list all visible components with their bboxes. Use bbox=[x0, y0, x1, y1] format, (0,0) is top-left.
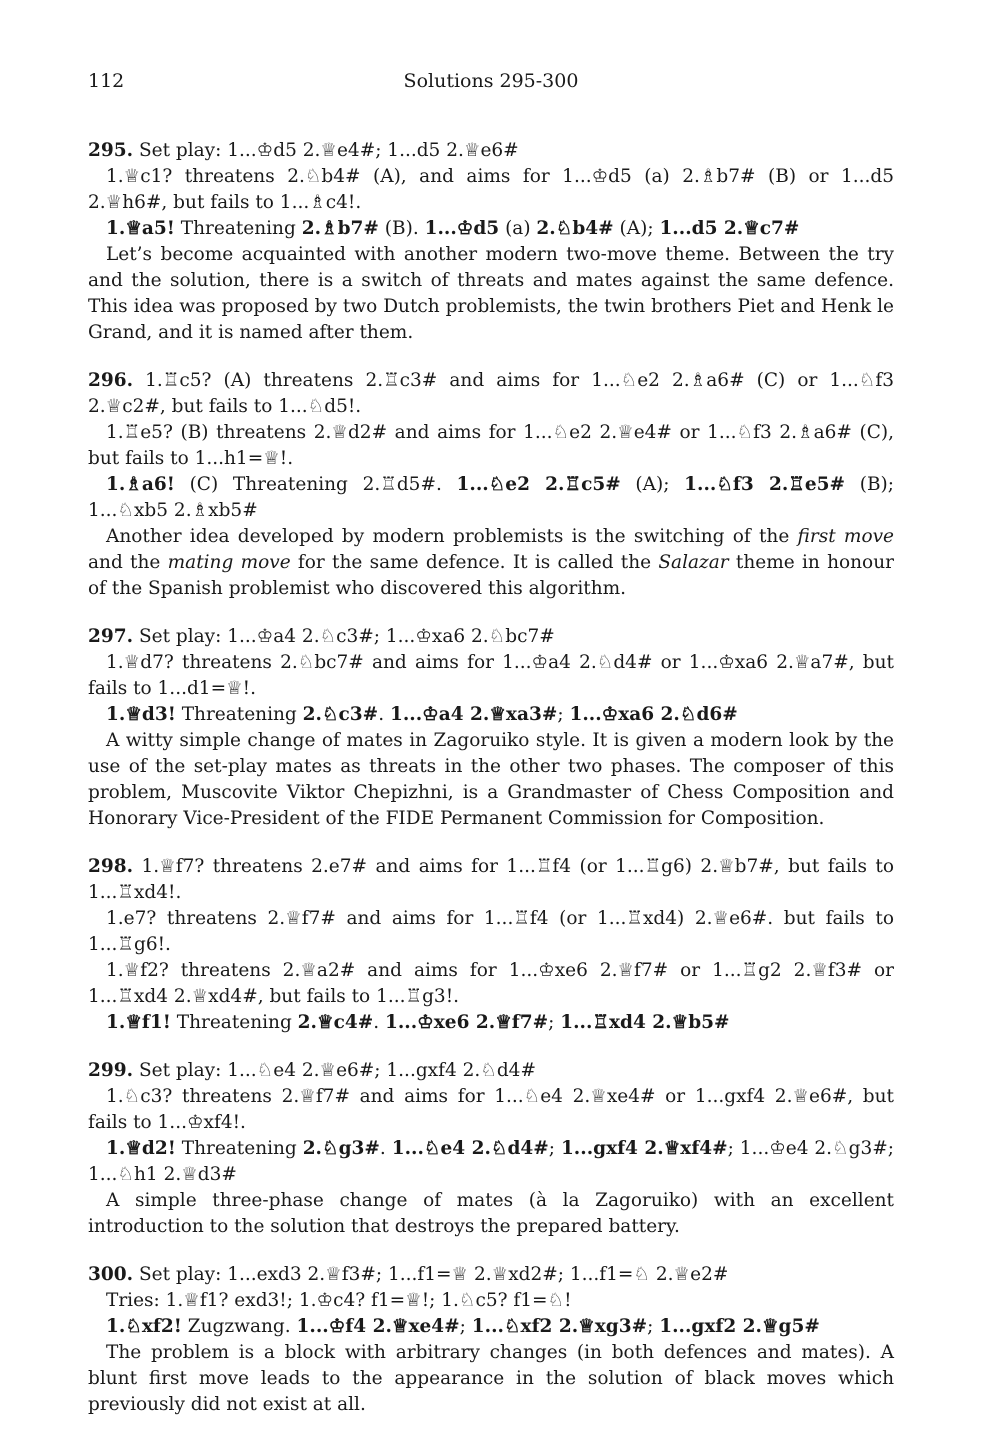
body-text: Tries: 1.♕f1? exd3!; 1.♔c4? f1=♕!; 1.♘c5? f1=♘! bbox=[106, 1290, 572, 1311]
body-text: (A); bbox=[613, 218, 660, 239]
body-text: . bbox=[373, 1012, 385, 1033]
page-number: 112 bbox=[88, 70, 125, 92]
solution-block bbox=[88, 624, 894, 832]
running-title: Solutions 295-300 bbox=[403, 70, 579, 92]
solution-paragraph bbox=[88, 1314, 894, 1340]
body-text: (B); 1...♘xb5 2.♗xb5# bbox=[88, 474, 894, 521]
key-move-text: 2.♗b7# bbox=[301, 218, 379, 239]
solution-paragraph bbox=[88, 958, 894, 1010]
key-move-text: 1...♘f3 2.♖e5# bbox=[684, 474, 846, 495]
body-text: The problem is a block with arbitrary changes (in both defences and mates). A blunt first move leads to the appearance in the solution of black moves which previously did not exist at all. bbox=[88, 1342, 894, 1415]
solution-paragraph bbox=[88, 854, 894, 906]
body-text: 1.e7? threatens 2.♕f7# and aims for 1...♖f4 (or 1...♖xd4) 2.♕e6#. but fails to 1...♖g6!. bbox=[88, 908, 894, 955]
solution-paragraph bbox=[88, 1010, 894, 1036]
solution-paragraph bbox=[88, 216, 894, 242]
solution-block bbox=[88, 368, 894, 602]
body-text: ; bbox=[459, 1316, 472, 1337]
body-text: and the bbox=[88, 552, 168, 573]
body-text: 1.♖e5? (B) threatens 2.♕d2# and aims for 1...♘e2 2.♕e4# or 1...♘f3 2.♗a6# (C), but fails to 1...h1=♕!. bbox=[88, 422, 894, 469]
body-text: (B). bbox=[378, 218, 425, 239]
solution-block bbox=[88, 854, 894, 1036]
emphasis-text: first move bbox=[797, 526, 894, 547]
emphasis-text: mating move bbox=[167, 552, 291, 573]
body-text: A witty simple change of mates in Zagoruiko style. It is given a modern look by the use of the set-play mates as threats in the other two phases. The composer of this problem, Muscovite Viktor Chepizhni, is a Grandmaster of Chess Composition and Honorary Vice-President of the FIDE Permanent Commission for Composition. bbox=[88, 730, 894, 829]
body-text: 1.♕f2? threatens 2.♕a2# and aims for 1...♔xe6 2.♕f7# or 1...♖g2 2.♕f3# or 1...♖xd4 2.♕xd4#, but fails to 1...♖g3!. bbox=[88, 960, 894, 1007]
problem-number: 297. bbox=[88, 626, 134, 647]
body-text: Another idea developed by modern problemists is the switching of the bbox=[106, 526, 798, 547]
body-text: (a) bbox=[499, 218, 537, 239]
solution-paragraph bbox=[88, 368, 894, 420]
key-move-text: 1...♖xd4 2.♕b5# bbox=[560, 1012, 730, 1033]
body-text: ; bbox=[548, 1138, 561, 1159]
key-move-text: 1.♕d3! bbox=[106, 704, 176, 725]
key-move-text: 1...♔xa6 2.♘d6# bbox=[569, 704, 738, 725]
key-move-text: 1.♕a5! bbox=[106, 218, 175, 239]
page-header bbox=[88, 70, 894, 100]
problem-number: 298. bbox=[88, 856, 134, 877]
body-text: . bbox=[378, 704, 390, 725]
solution-block bbox=[88, 1262, 894, 1418]
solution-paragraph bbox=[88, 624, 894, 650]
key-move-text: 1...♔f4 2.♕xe4# bbox=[296, 1316, 460, 1337]
body-text: Set play: 1...♔a4 2.♘c3#; 1...♔xa6 2.♘bc7# bbox=[138, 626, 555, 647]
body-text: Let’s become acquainted with another modern two-move theme. Between the try and the solution, there is a switch of threats and mates against the same defence. This idea was proposed by two Dutch problemists, the twin brothers Piet and Henk le Grand, and it is named after them. bbox=[88, 244, 894, 343]
key-move-text: 1.♘xf2! bbox=[106, 1316, 182, 1337]
key-move-text: 1.♕d2! bbox=[106, 1138, 176, 1159]
solution-paragraph bbox=[88, 1340, 894, 1418]
body-text: 1.♕d7? threatens 2.♘bc7# and aims for 1...♔a4 2.♘d4# or 1...♔xa6 2.♕a7#, but fails to 1...d1=♕!. bbox=[88, 652, 894, 699]
body-text: (C) Threatening 2.♖d5#. bbox=[174, 474, 457, 495]
problem-number: 295. bbox=[88, 140, 134, 161]
solution-paragraph bbox=[88, 524, 894, 602]
problem-number: 300. bbox=[88, 1264, 134, 1285]
body-text: (A); bbox=[620, 474, 685, 495]
solution-paragraph bbox=[88, 1058, 894, 1084]
solution-block bbox=[88, 1058, 894, 1240]
emphasis-text: Salazar bbox=[658, 552, 729, 573]
body-text: theme in honour of the Spanish problemist who discovered this algorithm. bbox=[88, 552, 894, 599]
body-text: A simple three-phase change of mates (à la Zagoruiko) with an excellent introduction to the solution that destroys the prepared battery. bbox=[88, 1190, 894, 1237]
body-text: 1.♕f7? threatens 2.e7# and aims for 1...♖f4 (or 1...♖g6) 2.♕b7#, but fails to 1...♖xd4!. bbox=[88, 856, 894, 903]
solution-paragraph bbox=[88, 1084, 894, 1136]
body-text: 1.♘c3? threatens 2.♕f7# and aims for 1...♘e4 2.♕xe4# or 1...gxf4 2.♕e6#, but fails to 1...♔xf4!. bbox=[88, 1086, 894, 1133]
solution-paragraph bbox=[88, 728, 894, 832]
key-move-text: 1...♘xf2 2.♕xg3# bbox=[471, 1316, 648, 1337]
body-text: Threatening bbox=[174, 218, 302, 239]
solution-block bbox=[88, 138, 894, 346]
solution-paragraph bbox=[88, 420, 894, 472]
key-move-text: 1.♕f1! bbox=[106, 1012, 171, 1033]
body-text: ; bbox=[557, 704, 570, 725]
problem-number: 299. bbox=[88, 1060, 134, 1081]
solution-paragraph bbox=[88, 472, 894, 524]
solution-paragraph bbox=[88, 906, 894, 958]
key-move-text: 1...♔d5 bbox=[424, 218, 500, 239]
body-text: Set play: 1...♔d5 2.♕e4#; 1...d5 2.♕e6# bbox=[138, 140, 519, 161]
body-text: ; bbox=[647, 1316, 660, 1337]
key-move-text: 1...gxf4 2.♕xf4# bbox=[560, 1138, 728, 1159]
body-text: Threatening bbox=[175, 704, 303, 725]
key-move-text: 2.♘b4# bbox=[536, 218, 614, 239]
solution-paragraph bbox=[88, 650, 894, 702]
key-move-text: 2.♘g3# bbox=[302, 1138, 380, 1159]
key-move-text: 1...♔xe6 2.♕f7# bbox=[384, 1012, 549, 1033]
solution-paragraph bbox=[88, 1262, 894, 1288]
solution-paragraph bbox=[88, 702, 894, 728]
body-text: Zugzwang. bbox=[181, 1316, 297, 1337]
solution-paragraph bbox=[88, 164, 894, 216]
solution-paragraph bbox=[88, 242, 894, 346]
solutions-body bbox=[88, 138, 894, 1440]
key-move-text: 1...d5 2.♕c7# bbox=[659, 218, 800, 239]
key-move-text: 2.♕c4# bbox=[297, 1012, 374, 1033]
problem-number: 296. bbox=[88, 370, 134, 391]
key-move-text: 2.♘c3# bbox=[302, 704, 379, 725]
solution-paragraph bbox=[88, 1136, 894, 1188]
body-text: Set play: 1...exd3 2.♕f3#; 1...f1=♕ 2.♕xd2#; 1...f1=♘ 2.♕e2# bbox=[138, 1264, 729, 1285]
solution-paragraph bbox=[88, 1288, 894, 1314]
key-move-text: 1...♘e2 2.♖c5# bbox=[456, 474, 621, 495]
body-text: for the same defence. It is called the bbox=[290, 552, 659, 573]
body-text: Threatening bbox=[170, 1012, 298, 1033]
body-text: Set play: 1...♘e4 2.♕e6#; 1...gxf4 2.♘d4# bbox=[138, 1060, 536, 1081]
body-text: . bbox=[379, 1138, 392, 1159]
body-text: 1.♖c5? (A) threatens 2.♖c3# and aims for 1...♘e2 2.♗a6# (C) or 1...♘f3 2.♕c2#, but fails to 1...♘d5!. bbox=[88, 370, 894, 417]
solution-paragraph bbox=[88, 1188, 894, 1240]
body-text: ; 1...♔e4 2.♘g3#; 1...♘h1 2.♕d3# bbox=[88, 1138, 894, 1185]
solution-paragraph bbox=[88, 138, 894, 164]
body-text: ; bbox=[548, 1012, 561, 1033]
key-move-text: 1...gxf2 2.♕g5# bbox=[659, 1316, 820, 1337]
key-move-text: 1...♘e4 2.♘d4# bbox=[391, 1138, 549, 1159]
body-text: Threatening bbox=[175, 1138, 303, 1159]
key-move-text: 1...♔a4 2.♕xa3# bbox=[389, 704, 558, 725]
body-text: 1.♕c1? threatens 2.♘b4# (A), and aims for 1...♔d5 (a) 2.♗b7# (B) or 1...d5 2.♕h6#, but fails to 1...♗c4!. bbox=[88, 166, 894, 213]
key-move-text: 1.♗a6! bbox=[106, 474, 175, 495]
